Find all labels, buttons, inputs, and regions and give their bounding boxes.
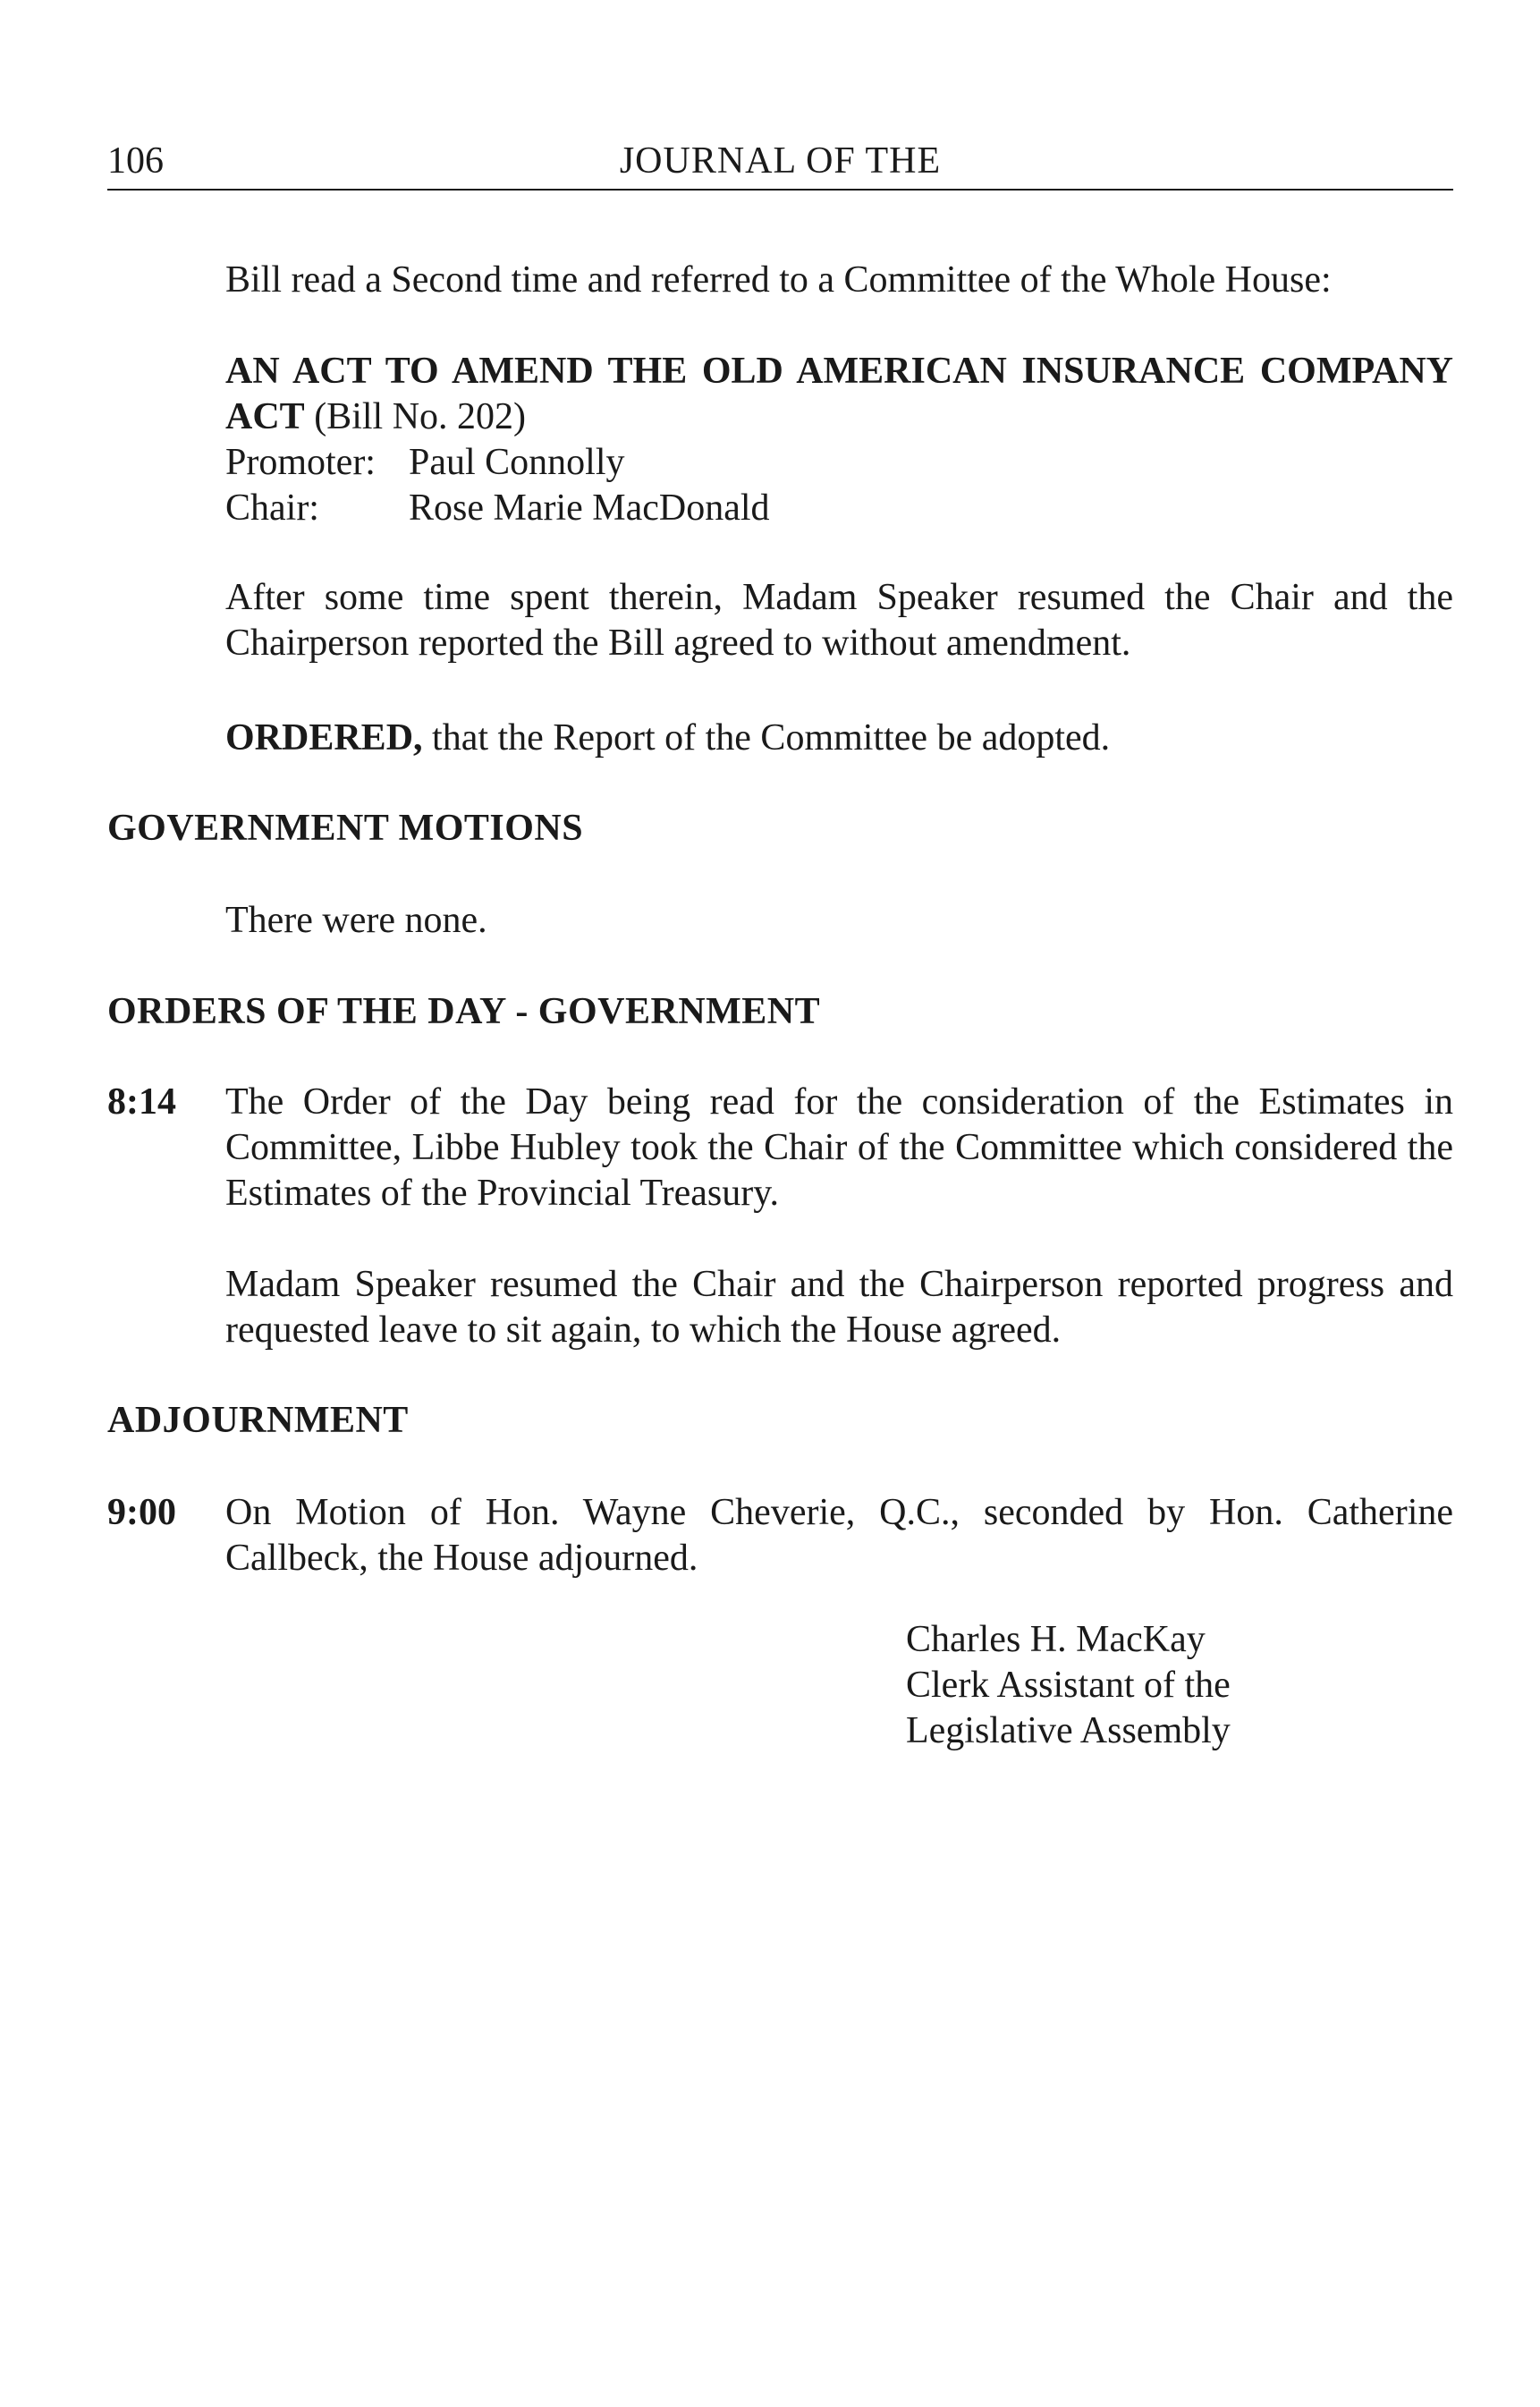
act-title-line xyxy=(225,349,1453,440)
act-title-bold: AN ACT TO AMEND THE OLD AMERICAN INSURANCE COMPANY ACT xyxy=(225,351,1453,437)
running-header xyxy=(107,139,1453,191)
page-number: 106 xyxy=(107,140,164,182)
signatory-title-line-1: Clerk Assistant of the xyxy=(906,1665,1231,1706)
chair-row xyxy=(225,486,1453,531)
entry-text: The Order of the Day being read for the consideration of the Estimates in Committee, Libbe Hubley took the Chair of the Committee which considered the Estimates of the Provincial Treasury. xyxy=(225,1081,1453,1214)
signatory-title-line-2: Legislative Assembly xyxy=(906,1710,1231,1751)
ordered-label: ORDERED, xyxy=(225,717,423,759)
act-title xyxy=(225,349,1453,531)
orders-of-the-day-heading: ORDERS OF THE DAY - GOVERNMENT xyxy=(107,991,821,1032)
government-motions-text: There were none. xyxy=(225,900,487,941)
adjournment-heading: ADJOURNMENT xyxy=(107,1400,409,1441)
promoter-name: Paul Connolly xyxy=(409,442,625,483)
entry-time: 8:14 xyxy=(107,1081,176,1123)
committee-report-paragraph: After some time spent therein, Madam Speaker resumed the Chair and the Chairperson reported the Bill agreed to without amendment. xyxy=(225,577,1453,664)
act-bill-number: (Bill No. 202) xyxy=(304,396,527,437)
signature-block xyxy=(906,1617,1407,1754)
orders-of-the-day-followup: Madam Speaker resumed the Chair and the Chairperson reported progress and requested leave to sit again, to which the House agreed. xyxy=(225,1264,1453,1351)
government-motions-heading: GOVERNMENT MOTIONS xyxy=(107,808,584,849)
chair-label: Chair: xyxy=(225,487,319,529)
ordered-text: that the Report of the Committee be adopted. xyxy=(422,717,1111,759)
ordered-paragraph xyxy=(225,716,1453,761)
promoter-row xyxy=(225,440,1453,486)
bill-second-reading-intro: Bill read a Second time and referred to a Committee of the Whole House: xyxy=(225,259,1332,301)
chair-name: Rose Marie MacDonald xyxy=(409,487,770,529)
signatory-name: Charles H. MacKay xyxy=(906,1619,1206,1660)
entry-text: On Motion of Hon. Wayne Cheverie, Q.C., seconded by Hon. Catherine Callbeck, the House adjourned. xyxy=(225,1492,1453,1579)
journal-title: JOURNAL OF THE xyxy=(619,140,942,182)
promoter-label: Promoter: xyxy=(225,442,376,483)
entry-time: 9:00 xyxy=(107,1492,176,1533)
